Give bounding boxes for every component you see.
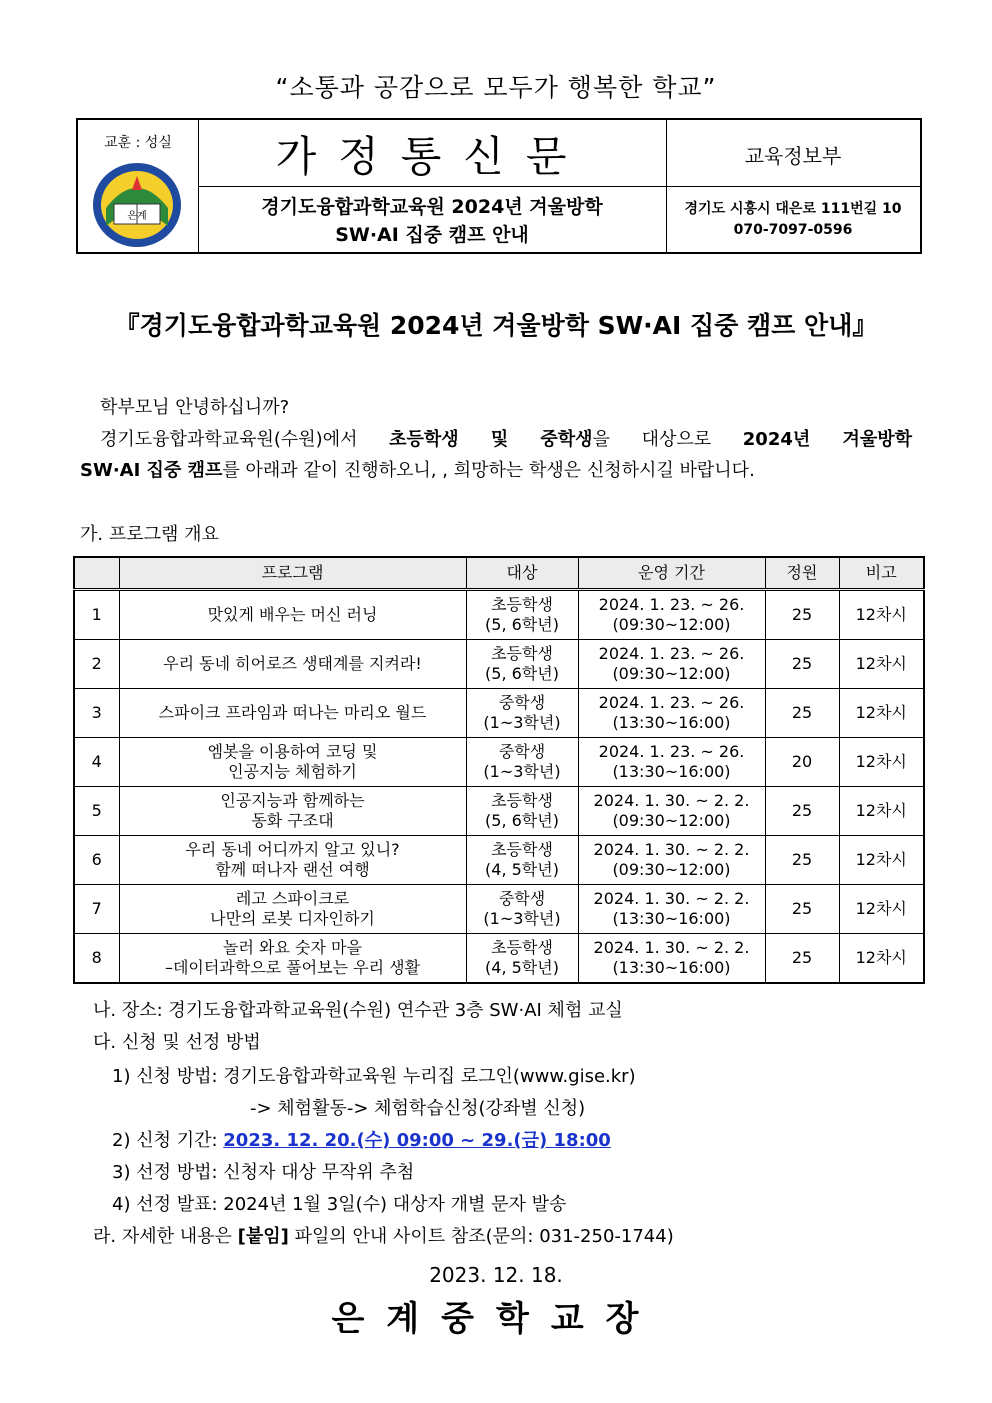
table-cell-capacity: 25: [765, 934, 839, 984]
table-header: 정원: [765, 557, 839, 590]
table-cell-no: 8: [74, 934, 119, 984]
cell-line: 초등학생: [491, 840, 553, 859]
cell-line: (09:30~12:00): [612, 860, 731, 879]
newsletter-header: [76, 118, 922, 254]
table-cell-program: [119, 640, 466, 689]
table-row: [74, 787, 924, 836]
title-cell: [198, 120, 667, 187]
cell-line: (4, 5학년): [485, 860, 559, 879]
table-cell-capacity: 25: [765, 885, 839, 934]
details-text-2: 파일의 안내 사이트 참조(문의: 031-250-1744): [288, 1226, 674, 1247]
section-location: 나. 장소: 경기도융합과학교육원(수원) 연수관 3층 SW·AI 체험 교실: [93, 1000, 623, 1021]
cell-line: (1~3학년): [483, 909, 561, 928]
cell-line: 2024. 1. 30. ~ 2. 2.: [593, 938, 750, 957]
cell-line: (1~3학년): [483, 762, 561, 781]
section-application: 다. 신청 및 선정 방법: [93, 1032, 261, 1053]
application-path: -> 체험활동-> 체험학습신청(강좌별 신청): [250, 1098, 586, 1119]
contact-cell: [666, 186, 920, 252]
table-cell-capacity: 25: [765, 640, 839, 689]
table-cell-period: [578, 787, 765, 836]
table-cell-no: 1: [74, 590, 119, 640]
cell-line: 나만의 로봇 디자인하기: [210, 909, 375, 928]
table-row: [74, 689, 924, 738]
cell-line: –데이터과학으로 풀어보는 우리 생활: [164, 958, 421, 977]
cell-line: 초등학생: [491, 791, 553, 810]
table-cell-target: [466, 836, 578, 885]
table-header: 대상: [466, 557, 578, 590]
selection-method: 3) 선정 방법: 신청자 대상 무작위 추첨: [112, 1162, 415, 1183]
subtitle-line-1: 경기도융합과학교육원 2024년 겨울방학: [261, 196, 603, 218]
principal-signature: 은계중학교장: [331, 1299, 661, 1339]
school-seal-icon: [88, 160, 186, 250]
table-cell-no: 7: [74, 885, 119, 934]
table-cell-note: 12차시: [839, 738, 924, 787]
application-period: [112, 1126, 611, 1152]
cell-line: 중학생: [498, 693, 546, 712]
department-cell: [666, 120, 920, 187]
intro-line-2: [80, 456, 755, 482]
table-cell-target: [466, 787, 578, 836]
intro-bold-camp: SW·AI 집중 캠프: [80, 460, 223, 481]
table-cell-note: 12차시: [839, 934, 924, 984]
cell-line: 초등학생: [491, 938, 553, 957]
table-header: [74, 557, 119, 590]
cell-line: 우리 동네 히어로즈 생태계를 지켜라!: [163, 654, 422, 673]
cell-line: 스파이크 프라임과 떠나는 마리오 월드: [158, 703, 427, 722]
cell-line: (13:30~16:00): [612, 958, 731, 977]
table-cell-period: [578, 934, 765, 984]
school-phone: 070-7097-0596: [733, 222, 853, 238]
table-cell-program: [119, 787, 466, 836]
program-table: [73, 556, 925, 984]
cell-line: 2024. 1. 30. ~ 2. 2.: [593, 840, 750, 859]
cell-line: 2024. 1. 23. ~ 26.: [598, 693, 745, 712]
table-header: 비고: [839, 557, 924, 590]
department-name: 교육정보부: [744, 144, 842, 168]
cell-line: 초등학생: [491, 595, 553, 614]
table-cell-program: [119, 590, 466, 640]
application-method: 1) 신청 방법: 경기도융합과학교육원 누리집 로그인(www.gise.kr): [112, 1066, 636, 1087]
table-cell-no: 3: [74, 689, 119, 738]
intro-line-1: [100, 425, 912, 451]
svg-text:은계: 은계: [127, 211, 147, 222]
table-cell-note: 12차시: [839, 640, 924, 689]
newsletter-title: 가정통신문: [275, 132, 589, 181]
cell-line: 레고 스파이크로: [235, 889, 350, 908]
application-period-value: 2023. 12. 20.(수) 09:00 ~ 29.(금) 18:00: [223, 1130, 611, 1151]
subtitle-cell: [198, 186, 667, 252]
cell-line: (09:30~12:00): [612, 811, 731, 830]
cell-line: 맛있게 배우는 머신 러닝: [207, 605, 378, 624]
intro-text-2: 을 대상으로: [592, 429, 743, 450]
cell-line: (5, 6학년): [485, 811, 559, 830]
intro-bold-target: 초등학생 및 중학생: [389, 429, 593, 450]
cell-line: (1~3학년): [483, 713, 561, 732]
cell-line: 2024. 1. 23. ~ 26.: [598, 644, 745, 663]
cell-line: (09:30~12:00): [612, 664, 731, 683]
table-cell-note: 12차시: [839, 689, 924, 738]
school-address: 경기도 시흥시 대은로 111번길 10: [684, 201, 902, 217]
table-cell-note: 12차시: [839, 836, 924, 885]
cell-line: 중학생: [498, 742, 546, 761]
intro-bold-season: 2024년 겨울방학: [742, 429, 912, 450]
table-cell-target: [466, 738, 578, 787]
table-cell-capacity: 25: [765, 787, 839, 836]
intro-text-3: 를 아래과 같이 진행하오니, , 희망하는 학생은 신청하시길 바랍니다.: [222, 460, 755, 481]
table-row: [74, 590, 924, 640]
table-cell-period: [578, 738, 765, 787]
cell-line: 2024. 1. 23. ~ 26.: [598, 595, 745, 614]
table-cell-program: [119, 836, 466, 885]
table-cell-note: 12차시: [839, 885, 924, 934]
cell-line: (09:30~12:00): [612, 615, 731, 634]
application-period-label: 2) 신청 기간:: [112, 1130, 224, 1151]
table-row: [74, 640, 924, 689]
logo-cell: [78, 120, 199, 252]
section-details: [93, 1222, 674, 1248]
table-cell-note: 12차시: [839, 590, 924, 640]
table-cell-no: 4: [74, 738, 119, 787]
table-cell-period: [578, 640, 765, 689]
table-cell-period: [578, 836, 765, 885]
cell-line: (13:30~16:00): [612, 909, 731, 928]
table-cell-period: [578, 885, 765, 934]
cell-line: 동화 구조대: [251, 811, 334, 830]
subtitle-line-2: SW·AI 집중 캠프 안내: [335, 224, 529, 246]
program-table-body: [74, 590, 924, 984]
cell-line: (5, 6학년): [485, 664, 559, 683]
table-cell-target: [466, 640, 578, 689]
table-cell-period: [578, 590, 765, 640]
cell-line: 중학생: [498, 889, 546, 908]
table-cell-note: 12차시: [839, 787, 924, 836]
cell-line: 우리 동네 어디까지 알고 있니?: [185, 840, 400, 859]
cell-line: 인공지능과 함께하는: [220, 791, 365, 810]
table-cell-capacity: 20: [765, 738, 839, 787]
table-cell-program: [119, 738, 466, 787]
cell-line: 인공지능 체험하기: [228, 762, 357, 781]
details-attachment: [붙임]: [237, 1226, 289, 1247]
document-title: 『경기도융합과학교육원 2024년 겨울방학 SW·AI 집중 캠프 안내』: [114, 311, 878, 340]
table-cell-target: [466, 689, 578, 738]
cell-line: (13:30~16:00): [612, 713, 731, 732]
table-cell-program: [119, 689, 466, 738]
details-text-1: 라. 자세한 내용은: [93, 1226, 238, 1247]
selection-announcement: 4) 선정 발표: 2024년 1월 3일(수) 대상자 개별 문자 발송: [112, 1194, 567, 1215]
cell-line: 2024. 1. 30. ~ 2. 2.: [593, 889, 750, 908]
section-program-overview: 가. 프로그램 개요: [80, 524, 219, 545]
table-row: [74, 836, 924, 885]
cell-line: (4, 5학년): [485, 958, 559, 977]
cell-line: 2024. 1. 30. ~ 2. 2.: [593, 791, 750, 810]
table-cell-capacity: 25: [765, 590, 839, 640]
table-header: 운영 기간: [578, 557, 765, 590]
table-cell-capacity: 25: [765, 689, 839, 738]
table-cell-period: [578, 689, 765, 738]
cell-line: (13:30~16:00): [612, 762, 731, 781]
cell-line: 2024. 1. 23. ~ 26.: [598, 742, 745, 761]
cell-line: 함께 떠나자 랜선 여행: [215, 860, 370, 879]
table-row: [74, 885, 924, 934]
table-cell-no: 5: [74, 787, 119, 836]
table-row: [74, 934, 924, 984]
table-cell-capacity: 25: [765, 836, 839, 885]
cell-line: 초등학생: [491, 644, 553, 663]
greeting: 학부모님 안녕하십니까?: [100, 397, 290, 418]
table-cell-target: [466, 885, 578, 934]
cell-line: 놀러 와요 숫자 마을: [223, 938, 362, 957]
table-cell-target: [466, 590, 578, 640]
intro-text-1: 경기도융합과학교육원(수원)에서: [100, 429, 390, 450]
table-row: [74, 738, 924, 787]
issue-date: 2023. 12. 18.: [429, 1263, 563, 1287]
table-cell-no: 2: [74, 640, 119, 689]
school-motto-banner: “소통과 공감으로 모두가 행복한 학교”: [275, 73, 717, 102]
table-cell-target: [466, 934, 578, 984]
school-motto-label: 교훈 : 성실: [104, 135, 172, 151]
table-header-row: [74, 557, 924, 590]
cell-line: 엠봇을 이용하여 코딩 및: [207, 742, 378, 761]
table-cell-program: [119, 885, 466, 934]
cell-line: (5, 6학년): [485, 615, 559, 634]
table-cell-no: 6: [74, 836, 119, 885]
table-header: 프로그램: [119, 557, 466, 590]
table-cell-program: [119, 934, 466, 984]
